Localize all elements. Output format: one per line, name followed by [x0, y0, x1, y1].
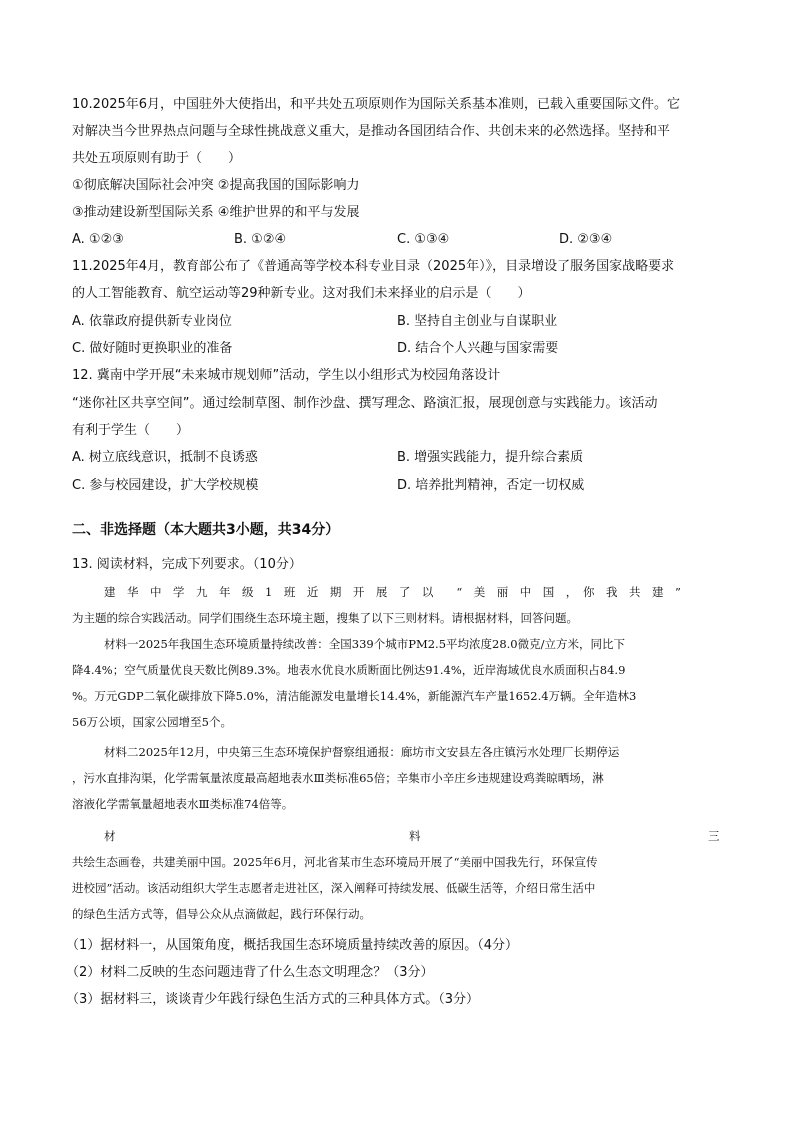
- q13-subquestion-3: （3）据材料三，谈谈青少年践行绿色生活方式的三种具体方式。（3分）: [66, 992, 480, 1007]
- q13-material1-line-3: %。万元GDP二氧化碳排放下降5.0%，清洁能源发电量增长14.4%，新能源汽车产量1652.4万辆。全年造林3: [72, 689, 637, 703]
- q13-context-line-2: 为主题的综合实践活动。同学们围绕生态环境主题，搜集了以下三则材料。请根据材料，回答问题。: [72, 611, 578, 625]
- q13-subquestion-2: （2）材料二反映的生态问题违背了什么生态文明理念？（3分）: [66, 965, 434, 980]
- q12-line-1: 12. 冀南中学开展“未来城市规划师”活动，学生以小组形式为校园角落设计: [72, 368, 501, 383]
- q10-statements-2: ③推动建设新型国际关系 ④维护世界的和平与发展: [72, 205, 360, 220]
- q13-material2-line-1: 材料二2025年12月，中央第三生态环境保护督察组通报：廊坊市文安县左各庄镇污水处理厂长期停运: [104, 745, 620, 759]
- q12-option-a: A. 树立底线意识，抵制不良诱惑: [72, 450, 258, 465]
- q13-context-line-1: 建 华 中 学 九 年 级 1 班 近 期 开 展 了 以 “ 美 丽 中 国 ， 你 我 共 建 ”: [104, 585, 681, 599]
- q13-material3-line-4: 的绿色生活方式等，倡导公众从点滴做起，践行环保行动。: [72, 907, 371, 921]
- q13-material1-line-1: 材料一2025年我国生态环境质量持续改善：全国339个城市PM2.5平均浓度28.0微克/立方米，同比下: [104, 637, 625, 651]
- q10-line-1: 10.2025年6月，中国驻外大使指出，和平共处五项原则作为国际关系基本准则，已载入重要国际文件。它: [72, 97, 681, 112]
- q13-material3-line-3: 进校园”活动。该活动组织大学生志愿者走进社区，深入阐释可持续发展、低碳生活等，介绍日常生活中: [72, 881, 596, 895]
- q11-option-b: B. 坚持自主创业与自谋职业: [397, 314, 558, 329]
- q12-option-b: B. 增强实践能力，提升综合素质: [397, 450, 584, 465]
- q13-material1-line-4: 56万公顷，国家公园增至5个。: [72, 715, 232, 729]
- q10-line-2: 对解决当今世界热点问题与全球性挑战意义重大，是推动各国团结合作、共创未来的必然选择。坚持和平: [72, 124, 671, 139]
- q12-option-d: D. 培养批判精神，否定一切权威: [397, 478, 585, 493]
- q12-option-c: C. 参与校园建设，扩大学校规模: [72, 478, 259, 493]
- q13-material3-label-right: 三: [708, 829, 720, 843]
- q10-statements-1: ①彻底解决国际社会冲突 ②提高我国的国际影响力: [72, 178, 360, 193]
- q11-line-1: 11.2025年4月，教育部公布了《普通高等学校本科专业目录（2025年）》，目录增设了服务国家战略要求: [72, 259, 675, 274]
- q11-option-a: A. 依靠政府提供新专业岗位: [72, 314, 232, 329]
- q10-option-c: C. ①③④: [397, 232, 450, 247]
- q13-material3-label-left: 材: [104, 829, 116, 843]
- q10-line-3: 共处五项原则有助于（ ）: [72, 151, 242, 166]
- q10-option-b: B. ①②④: [234, 232, 287, 247]
- q13-intro: 13. 阅读材料，完成下列要求。（10分）: [72, 557, 302, 572]
- q13-material2-line-3: 溶液化学需氧量超地表水Ⅲ类标准74倍等。: [72, 797, 294, 811]
- q11-line-2: 的人工智能教育、航空运动等29种新专业。这对我们未来择业的启示是（ ）: [72, 286, 531, 301]
- q13-material2-line-2: ，污水直排沟渠，化学需氧量浓度最高超地表水Ⅲ类标准65倍；辛集市小辛庄乡违规建设鸡粪晾晒场，淋: [72, 771, 604, 785]
- section-heading: 二、非选择题（本大题共3小题，共34分）: [72, 522, 340, 538]
- q10-option-d: D. ②③④: [559, 232, 613, 247]
- q10-option-a: A. ①②③: [72, 232, 124, 247]
- q12-line-2: “迷你社区共享空间”。通过绘制草图、制作沙盘、撰写理念、路演汇报，展现创意与实践能力。该活动: [72, 396, 658, 411]
- q13-subquestion-1: （1）据材料一，从国策角度，概括我国生态环境质量持续改善的原因。（4分）: [66, 938, 519, 953]
- q12-line-3: 有利于学生（ ）: [72, 423, 190, 438]
- q11-option-c: C. 做好随时更换职业的准备: [72, 341, 233, 356]
- q13-material3-line-2: 共绘生态画卷，共建美丽中国。2025年6月，河北省某市生态环境局开展了“美丽中国我先行，环保宣传: [72, 855, 598, 869]
- q11-option-d: D. 结合个人兴趣与国家需要: [397, 341, 559, 356]
- q13-material1-line-2: 降4.4%；空气质量优良天数比例89.3%。地表水优良水质断面比例达91.4%，近岸海域优良水质面积占84.9: [72, 663, 626, 677]
- q13-material3-label-mid: 料: [409, 829, 421, 843]
